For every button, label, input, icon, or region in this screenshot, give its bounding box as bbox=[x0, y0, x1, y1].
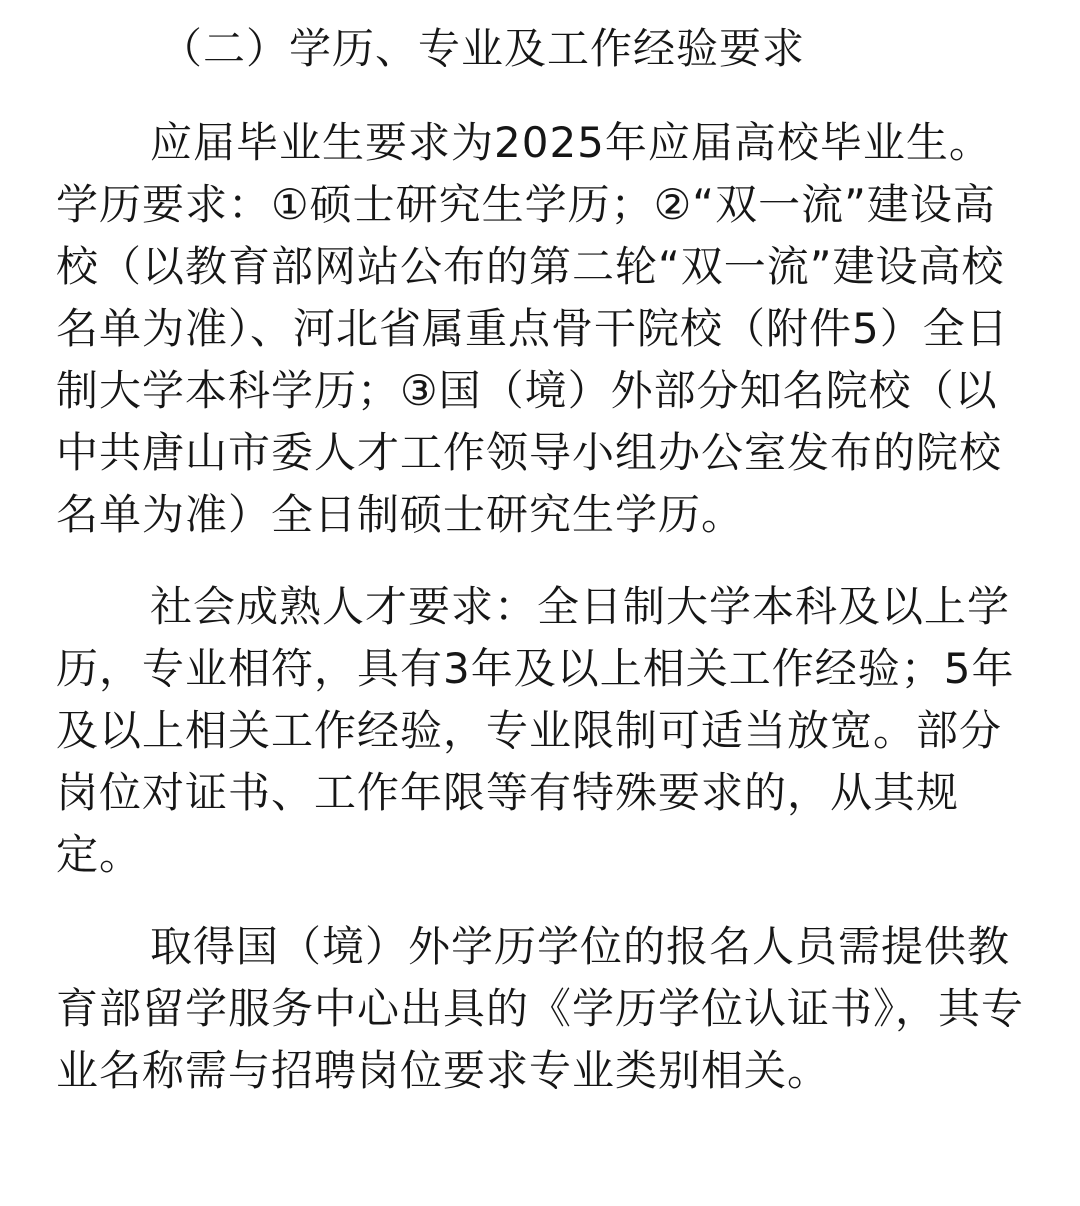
document-body bbox=[56, 20, 1026, 1102]
paragraph-experienced-talent-requirements: 社会成熟人才要求：全日制大学本科及以上学历，专业相符，具有3年及以上相关工作经验；5年及以上相关工作经验，专业限制可适当放宽。部分岗位对证书、工作年限等有特殊要求的，从其规定。 bbox=[56, 582, 1015, 879]
paragraph-overseas-degree-requirements: 取得国（境）外学历学位的报名人员需提供教育部留学服务中心出具的《学历学位认证书》，其专业名称需与招聘岗位要求专业类别相关。 bbox=[56, 922, 1025, 1095]
section-heading: （二）学历、专业及工作经验要求 bbox=[160, 24, 806, 73]
paragraph-graduate-requirements: 应届毕业生要求为2025年应届高校毕业生。学历要求：①硕士研究生学历；②“双一流”建设高校（以教育部网站公布的第二轮“双一流”建设高校名单为准）、河北省属重点骨干院校（附件5）全日制大学本科学历；③国（境）外部分知名院校（以中共唐山市委人才工作领导小组办公室发布的院校名单为准）全日制硕士研究生学历。 bbox=[56, 118, 1009, 539]
